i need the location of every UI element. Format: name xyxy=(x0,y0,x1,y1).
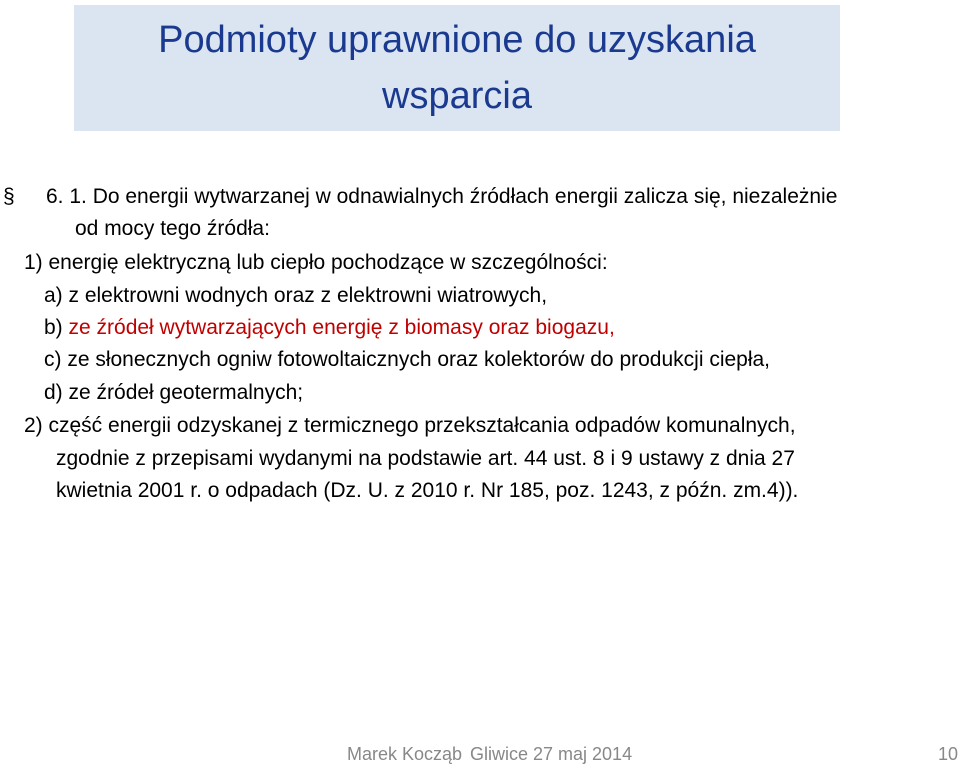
paragraph-symbol-icon: § xyxy=(3,185,15,208)
body-line-4: a) z elektrowni wodnych oraz z elektrowni wiatrowych, xyxy=(44,284,548,307)
footer-author: Marek Kocząb xyxy=(347,744,463,764)
body-line-1-text: 6. 1. Do energii wytwarzanej w odnawialnych źródłach energii zalicza się, niezależnie xyxy=(46,185,838,208)
body-line-10: kwietnia 2001 r. o odpadach (Dz. U. z 2010 r. Nr 185, poz. 1243, z późn. zm.4)). xyxy=(56,479,799,502)
body-line-5-highlight: ze źródeł wytwarzających energię z biomasy oraz biogazu, xyxy=(68,316,615,339)
footer-place-date: Gliwice 27 maj 2014 xyxy=(470,744,633,764)
body-line-5-prefix: b) xyxy=(44,316,69,339)
body-line-6: c) ze słonecznych ogniw fotowoltaicznych oraz kolektorów do produkcji ciepła, xyxy=(44,348,771,371)
body-line-2: od mocy tego źródła: xyxy=(75,217,270,240)
body-line-8: 2) część energii odzyskanej z termicznego przekształcania odpadów komunalnych, xyxy=(24,414,796,437)
slide-title-line-1: Podmioty uprawnione do uzyskania xyxy=(158,19,756,61)
body-line-1 xyxy=(0,182,837,212)
body-line-9: zgodnie z przepisami wydanymi na podstawie art. 44 ust. 8 i 9 ustawy z dnia 27 xyxy=(56,447,795,470)
body-line-5 xyxy=(44,313,615,343)
footer-page-number: 10 xyxy=(938,744,959,764)
slide-title-box xyxy=(74,5,840,131)
body-line-7: d) ze źródeł geotermalnych; xyxy=(44,381,304,404)
body-line-3: 1) energię elektryczną lub ciepło pochodzące w szczególności: xyxy=(24,251,608,274)
slide-title-line-2: wsparcia xyxy=(382,75,532,117)
